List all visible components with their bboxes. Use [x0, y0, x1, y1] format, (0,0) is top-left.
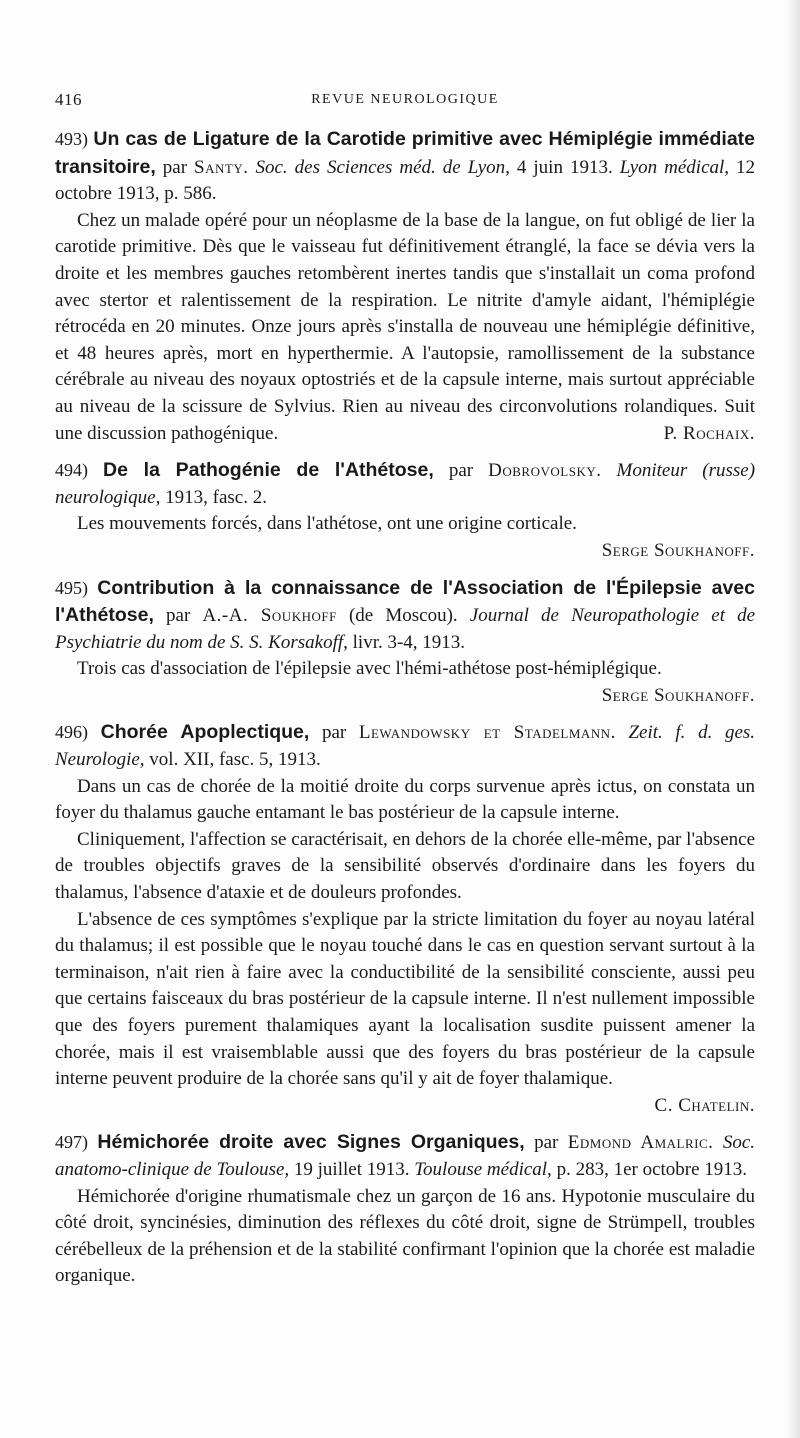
- entry-title: De la Pathogénie de l'Athétose,: [103, 459, 434, 482]
- entry-author: Lewandowsky et Stadelmann.: [358, 722, 616, 744]
- abstract-entry-494: [55, 457, 755, 564]
- entry-source-2-date: p. 283, 1er octobre 1913.: [556, 1158, 748, 1180]
- entry-paragraph: Les mouvements forcés, dans l'athétose, ont une origine corticale.: [77, 513, 577, 535]
- abstract-entry-497: [55, 1129, 755, 1290]
- entry-source: Moniteur (russe) neurologique,: [55, 460, 756, 508]
- entry-paragraph: L'absence de ces symptômes s'explique par la stricte limitation du foyer au noyau latéral du thalamus; il est possible que le noyau touché dans le cas en question servant surtout à la terminaison, n'ait rien à faire avec la conductibilité de la sensibilité consciente, aussi peu que certains faisceaux du bras postérieur de la capsule interne. Il n'est nullement impossible que des foyers purement thalamiques ayant la localisation susdite puissent amener la chorée, mais il est vraisemblable aussi que des foyers du bras postérieur de la capsule interne peuvent produire de la chorée sans qu'il y ait de foyer thalamique.: [55, 908, 755, 1090]
- entry-title: Un cas de Ligature de la Carotide primitive avec Hémiplégie immédiate transitoire,: [55, 128, 756, 178]
- entry-source-date: 4 juin 1913.: [516, 156, 613, 178]
- entry-source-2-date: 12 octobre 1913, p. 586.: [55, 156, 756, 205]
- running-title: REVUE NEUROLOGIQUE: [311, 92, 499, 107]
- entry-signature: C. Chatelin.: [654, 1094, 755, 1116]
- entry-author: Santy.: [194, 156, 249, 178]
- abstract-entry-493: [55, 126, 755, 447]
- entry-heading: [55, 126, 755, 208]
- par-word: par: [321, 722, 347, 744]
- entry-title: Hémichorée droite avec Signes Organiques,: [97, 1131, 525, 1154]
- abstract-entry-495: [55, 575, 755, 710]
- entry-paragraph: Trois cas d'association de l'épilepsie avec l'hémi-athétose post-hémiplégique.: [77, 658, 662, 680]
- par-word: par: [534, 1132, 559, 1154]
- entry-author: Dobrovolsky.: [488, 460, 602, 482]
- entry-heading: [55, 719, 755, 773]
- page-content: [55, 126, 755, 1300]
- entry-paragraph: Chez un malade opéré pour un néoplasme de la base de la langue, on fut obligé de lier la carotide primitive. Dès que le vaisseau fut définitivement étranglé, la face se dévia vers la droite et les membres gauches retombèrent inertes tandis que s'installait un coma profond avec stertor et ralentissement de la respiration. Le nitrite d'amyle aidant, l'hémiplégie rétrocéda en 20 minutes. Onze jours après s'installa de nouveau une hémiplégie définitive, et 48 heures après, mort en hyperthermie. A l'autopsie, ramollissement de la substance cérébrale au niveau des noyaux optostriés et de la capsule interne, mais surtout appréciable au niveau de la scissure de Sylvius. Rien au niveau des circonvolutions rolandiques. Suit une discussion pathogénique. P. Rochaix.: [55, 208, 755, 447]
- entry-source-date: livr. 3-4, 1913.: [352, 631, 466, 653]
- entry-number: 497): [55, 1132, 88, 1153]
- entry-number: 494): [55, 460, 88, 481]
- entry-title: Contribution à la connaissance de l'Association de l'Épilepsie avec l'Athétose,: [55, 576, 755, 627]
- entry-author: Edmond Amalric.: [567, 1132, 714, 1154]
- entry-source-date: 1913, fasc. 2.: [165, 486, 267, 508]
- entry-number: 496): [55, 722, 88, 743]
- entry-signature: Serge Soukhanoff.: [601, 684, 755, 706]
- entry-paragraph: Hémichorée d'origine rhumatismale chez un garçon de 16 ans. Hypotonie musculaire du côté droit, syncinésies, diminution des réflexes du côté droit, signe de Strümpell, troubles cérébelleux de la préhension et de la stabilité confirmant l'opinion que la chorée est maladie organique.: [55, 1185, 755, 1287]
- entry-source: Journal de Neuropathologie et de Psychiatrie du nom de S. S. Korsakoff,: [55, 605, 756, 653]
- entry-paragraph: Dans un cas de chorée de la moitié droite du corps survenue après ictus, on constata un foyer du thalamus gauche entamant le bas postérieur de la capsule interne.: [55, 775, 755, 824]
- entry-source-2: Toulouse médical,: [414, 1158, 552, 1180]
- entry-source: Soc. des Sciences méd. de Lyon,: [255, 156, 510, 178]
- par-word: par: [448, 460, 474, 482]
- entry-title: Chorée Apoplectique,: [100, 721, 310, 744]
- entry-paragraph: Cliniquement, l'affection se caractérisait, en dehors de la chorée elle-même, par l'absence de troubles objectifs graves de la sensibilité observés d'ordinaire dans les foyers du thalamus, l'absence d'ataxie et de douleurs profondes.: [55, 828, 755, 904]
- page-edge-shadow: [786, 0, 800, 1438]
- entry-source-2: Lyon médical,: [619, 156, 730, 178]
- entry-signature: Serge Soukhanoff.: [601, 539, 755, 561]
- par-word: par: [166, 605, 191, 627]
- entry-number: 493): [55, 129, 88, 149]
- abstract-entry-496: [55, 719, 755, 1119]
- entry-source-date: 19 juillet 1913.: [293, 1158, 410, 1180]
- par-word: par: [162, 156, 188, 178]
- page-number: 416: [55, 90, 82, 109]
- entry-signature: P. Rochaix.: [663, 422, 755, 444]
- entry-source-date: vol. XII, fasc. 5, 1913.: [149, 749, 321, 771]
- entry-source: Soc. anatomo-clinique de Toulouse,: [55, 1132, 756, 1180]
- entry-source: Zeit. f. d. ges. Neurologie,: [55, 722, 756, 771]
- entry-heading: [55, 575, 755, 657]
- entry-author: A.-A. Soukhoff: [202, 605, 337, 627]
- entry-heading: [55, 457, 755, 511]
- entry-heading: [55, 1129, 755, 1183]
- entry-number: 495): [55, 577, 88, 598]
- entry-author-origin: (de Moscou).: [348, 605, 458, 627]
